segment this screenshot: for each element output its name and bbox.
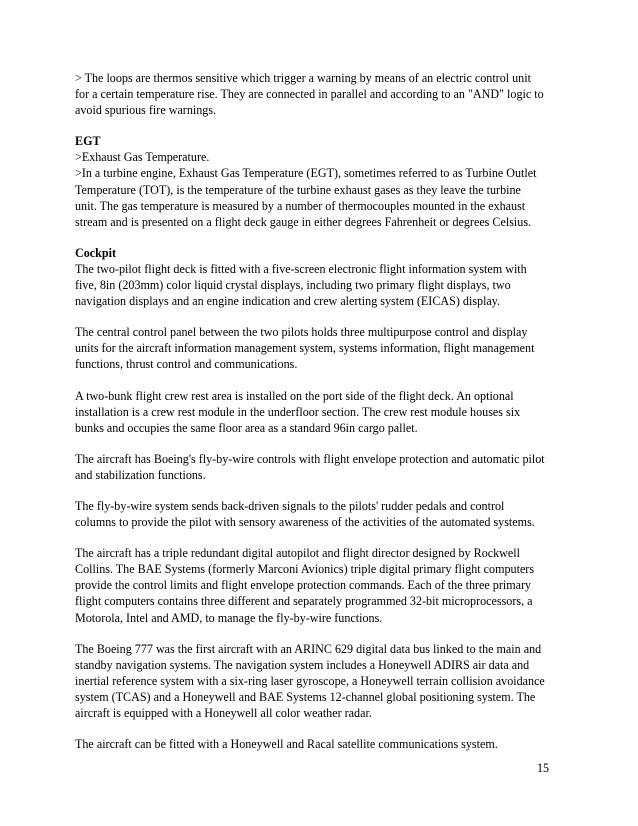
text-line: standby navigation systems. The navigation system includes a Honeywell ADIRS air data and (75, 657, 530, 672)
text-line: >In a turbine engine, Exhaust Gas Temperature (EGT), sometimes referred to as Turbine Outlet (75, 166, 537, 181)
paragraph (75, 545, 575, 625)
document-page (75, 70, 575, 767)
text-line: five, 8in (203mm) color liquid crystal displays, including two primary flight displays, two (75, 278, 511, 293)
text-line: > The loops are thermos sensitive which trigger a warning by means of an electric control unit (75, 71, 531, 85)
paragraph (75, 388, 575, 436)
text-line: aircraft is equipped with a Honeywell all color weather radar. (75, 706, 372, 720)
text-line: Motorola, Intel and AMD, to manage the fly-by-wire functions. (75, 610, 383, 625)
text-line: The two-pilot flight deck is fitted with a five-screen electronic flight information system with (75, 261, 527, 276)
text-line: units for the aircraft information management system, systems information, flight management (75, 341, 535, 356)
paragraph (75, 641, 575, 721)
text-line: >Exhaust Gas Temperature. (75, 150, 210, 165)
text-line: The fly-by-wire system sends back-driven signals to the pilots' rudder pedals and control (75, 498, 505, 513)
text-line: avoid spurious fire warnings. (75, 103, 217, 118)
paragraph (75, 498, 575, 530)
text-line: The Boeing 777 was the first aircraft with an ARINC 629 digital data bus linked to the main and (75, 641, 542, 656)
section-heading: Cockpit (75, 245, 116, 260)
paragraph (75, 451, 575, 483)
text-line: flight computers contains three different and separately programmed 32-bit microprocessors, a (75, 594, 533, 609)
text-line: The central control panel between the two pilots holds three multipurpose control and display (75, 325, 528, 340)
text-line: functions, thrust control and communications. (75, 357, 298, 372)
paragraph (75, 324, 575, 372)
text-line: unit. The gas temperature is measured by a number of thermocouples mounted in the exhaust (75, 198, 526, 213)
text-line: columns to provide the pilot with sensory awareness of the activities of the automated systems. (75, 515, 535, 530)
text-line: The aircraft can be fitted with a Honeywell and Racal satellite communications system. (75, 737, 498, 752)
section-heading: EGT (75, 134, 101, 149)
text-line: Temperature (TOT), is the temperature of the turbine exhaust gases as they leave the turbine (75, 182, 521, 197)
paragraph (75, 133, 575, 230)
text-line: The aircraft has a triple redundant digital autopilot and flight director designed by Rockwell (75, 546, 520, 561)
page-number: 15 (537, 761, 550, 775)
text-line: inertial reference system with a six-ring laser gyroscope, a Honeywell terrain collision avoidance (75, 673, 545, 688)
text-line: stream and is presented on a flight deck gauge in either degrees Fahrenheit or degrees Celsius. (75, 214, 532, 229)
paragraph (75, 70, 575, 118)
text-line: A two-bunk flight crew rest area is installed on the port side of the flight deck. An optional (75, 388, 514, 403)
paragraph (75, 245, 575, 309)
text-line: Collins. The BAE Systems (formerly Marconi Avionics) triple digital primary flight computers (75, 562, 535, 577)
text-line: system (TCAS) and a Honeywell and BAE Systems 12-channel global positioning system. The (75, 689, 536, 704)
text-line: provide the control limits and flight envelope protection commands. Each of the three primary (75, 578, 532, 593)
paragraph (75, 736, 575, 752)
text-line: navigation displays and an engine indication and crew alerting system (EICAS) display. (75, 294, 501, 309)
text-line: for a certain temperature rise. They are connected in parallel and according to an "AND" logic to (75, 87, 544, 102)
text-line: bunks and occupies the same floor area as a standard 96in cargo pallet. (75, 420, 418, 435)
text-line: and stabilization functions. (75, 467, 206, 482)
text-line: installation is a crew rest module in the underfloor section. The crew rest module houses six (75, 404, 521, 419)
text-line: The aircraft has Boeing's fly-by-wire controls with flight envelope protection and automatic pilot (75, 451, 545, 466)
